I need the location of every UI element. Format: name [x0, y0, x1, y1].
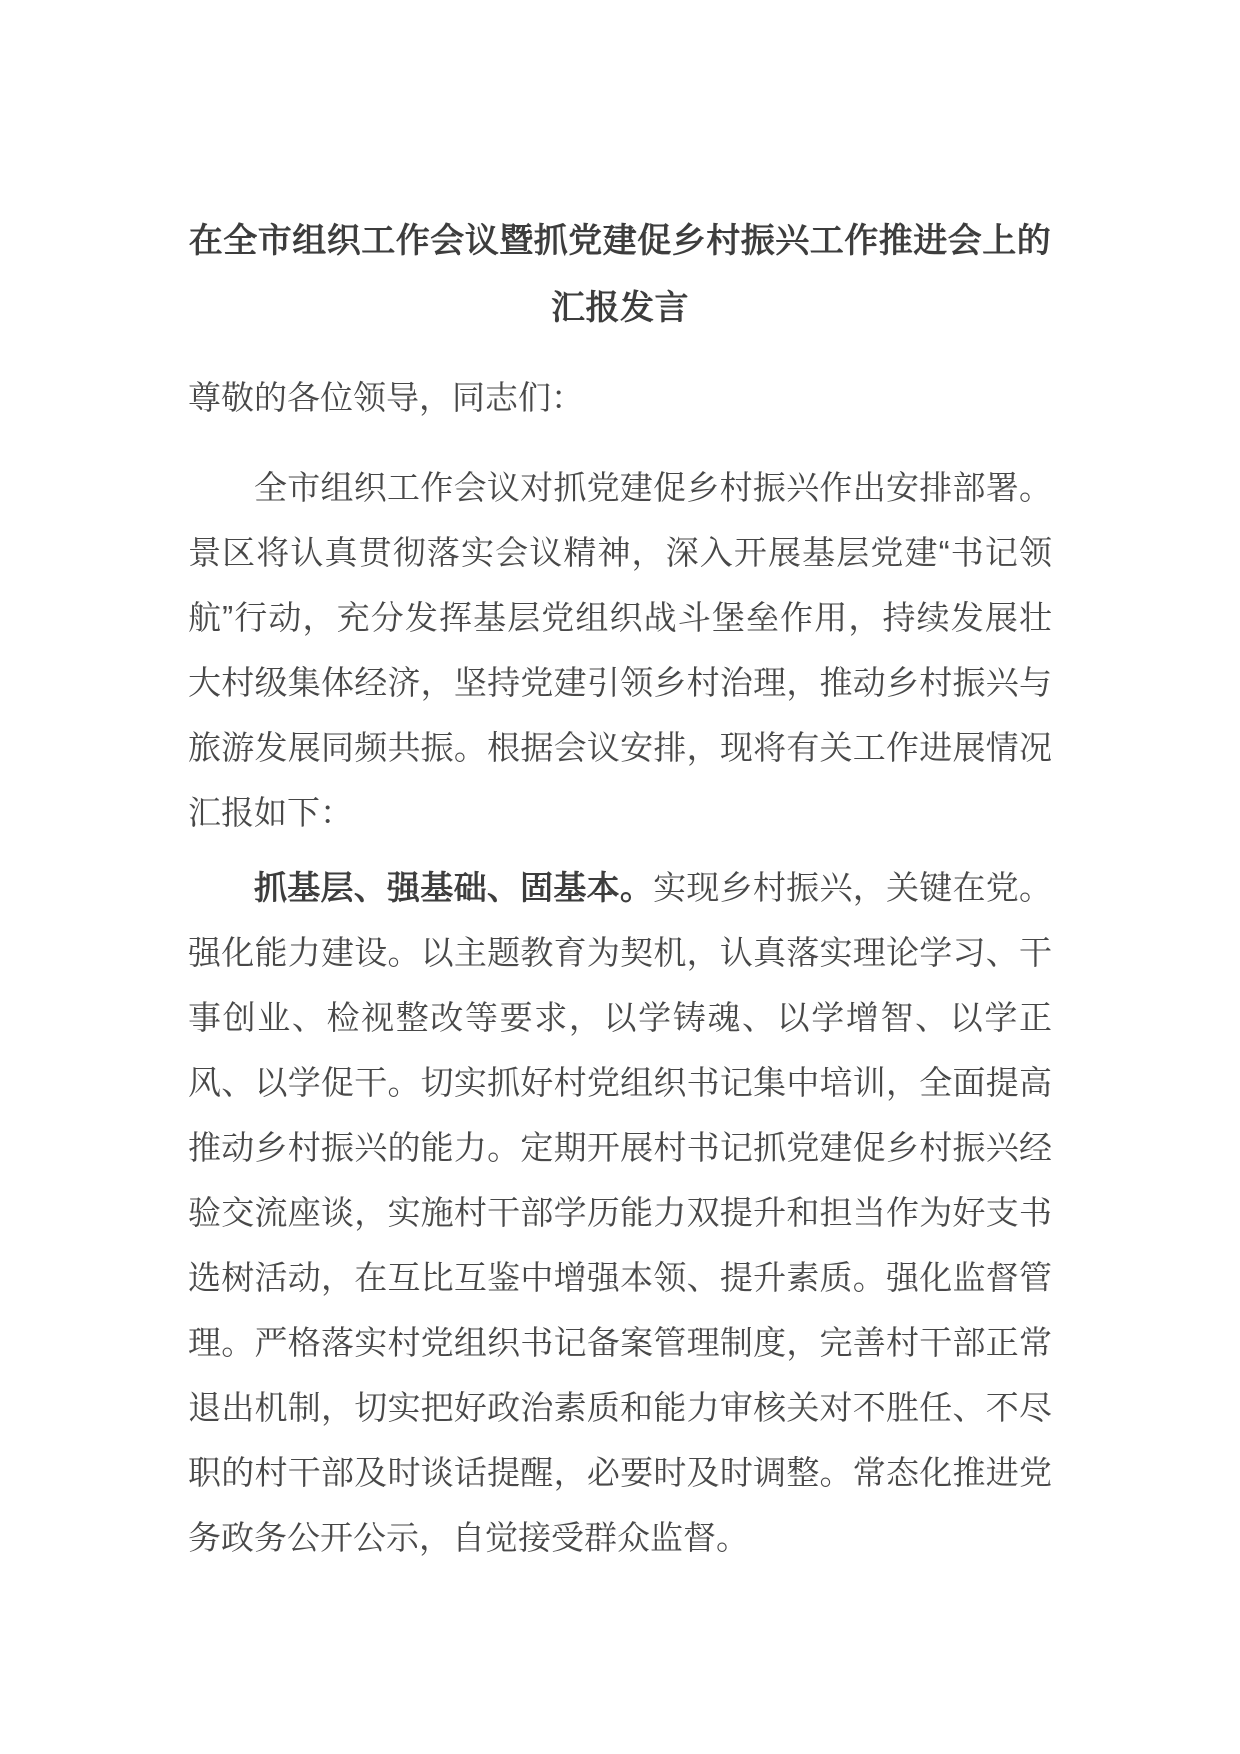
document-title	[188, 208, 1052, 342]
paragraph-text: 全市组织工作会议对抓党建促乡村振兴作出安排部署。景区将认真贯彻落实会议精神，深入开展基层党建“书记领航”行动，充分发挥基层党组织战斗堡垒作用，持续发展壮大村级集体经济，坚持党建引领乡村治理，推动乡村振兴与旅游发展同频共振。根据会议安排，现将有关工作进展情况汇报如下：	[188, 468, 1052, 831]
paragraph	[188, 855, 1052, 1570]
paragraph	[188, 455, 1052, 845]
document-title-line-1: 在全市组织工作会议暨抓党建促乡村振兴工作推进会上的	[188, 221, 1052, 260]
document-title-line-2: 汇报发言	[551, 288, 689, 327]
salutation: 尊敬的各位领导，同志们：	[188, 378, 584, 416]
paragraph-bold-lead: 抓基层、强基础、固基本。	[254, 868, 654, 906]
paragraph-text: 实现乡村振兴，关键在党。强化能力建设。以主题教育为契机，认真落实理论学习、干事创业、检视整改等要求，以学铸魂、以学增智、以学正风、以学促干。切实抓好村党组织书记集中培训，全面提高推动乡村振兴的能力。定期开展村书记抓党建促乡村振兴经验交流座谈，实施村干部学历能力双提升和担当作为好支书选树活动，在互比互鉴中增强本领、提升素质。强化监督管理。严格落实村党组织书记备案管理制度，完善村干部正常退出机制，切实把好政治素质和能力审核关对不胜任、不尽职的村干部及时谈话提醒，必要时及时调整。常态化推进党务政务公开公示，自觉接受群众监督。	[188, 868, 1053, 1556]
